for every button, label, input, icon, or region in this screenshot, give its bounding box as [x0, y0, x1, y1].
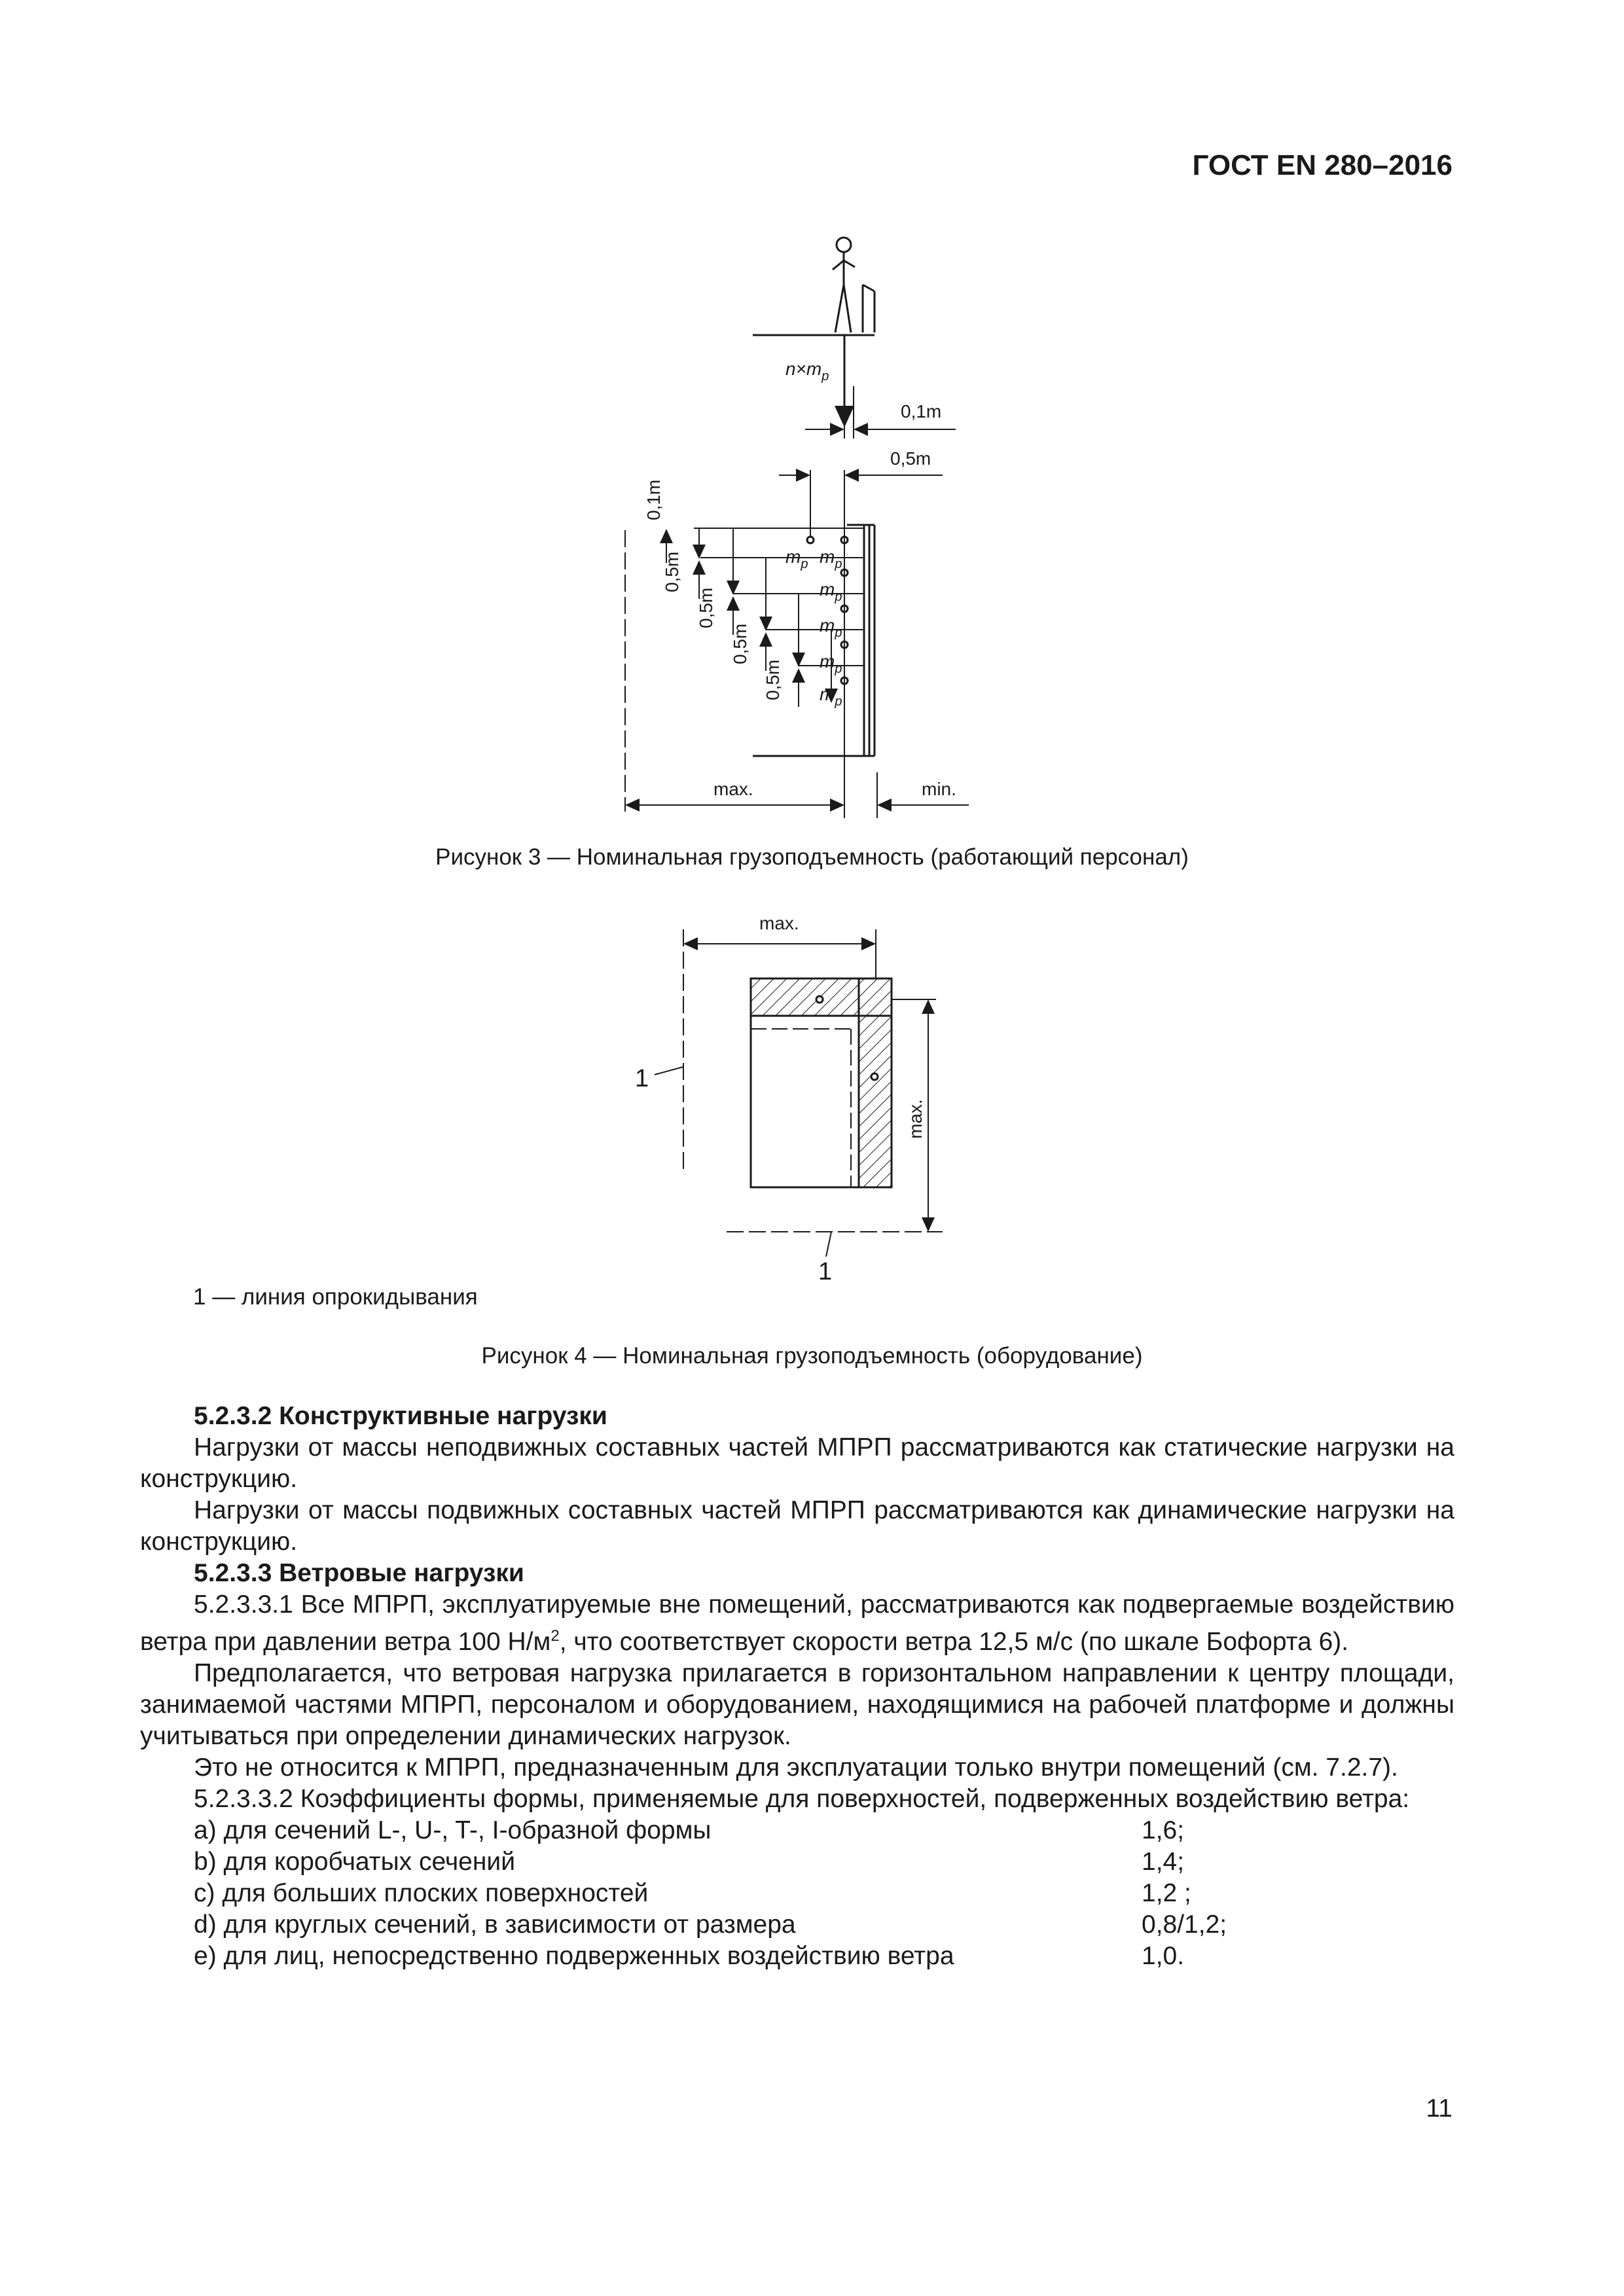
section-5232-paragraph: Нагрузки от массы неподвижных составных частей МПРП рассматриваются как статические нагрузки на конструкцию. [140, 1433, 1454, 1493]
fig3-mp-label: $m_p$ [820, 615, 842, 640]
fig4-max-side-label: max. [905, 1099, 926, 1139]
list-item: e) для лиц, непосредственно подверженных воздействию ветра 1,0. [194, 1942, 1185, 1970]
fig4-marker-left: 1 [635, 1065, 649, 1092]
fig3-dim-05m-vertical: 0,5m [662, 551, 682, 592]
fig3-dim-05m: 0,5m [890, 448, 931, 469]
figure-3-diagram [589, 223, 1034, 838]
fig4-max-top-label: max. [759, 913, 799, 933]
list-item: d) для круглых сечений, в зависимости от размера 0,8/1,2; [194, 1910, 1227, 1939]
page-number: 11 [1426, 2094, 1453, 2123]
section-5233-paragraph: Предполагается, что ветровая нагрузка прилагается в горизонтальном направлении к центру площади, занимаемой частями МПРП, персоналом и оборудованием, находящимися на рабочей платформе и должны учитываться при определении динамических нагрузок. [140, 1659, 1454, 1750]
list-item: a) для сечений L-, U-, T-, I-образной формы 1,6; [194, 1816, 1185, 1844]
section-52331-paragraph: 5.2.3.3.1 Все МПРП, эксплуатируемые вне помещений, рассматриваются как подвергаемые воздействию ветра при давлении ветра 100 $Н/м^2$, что соответствует скорости ветра 12,5 м/с (по шкале Бофорта 6). [140, 1590, 1454, 1656]
section-5233-paragraph: Это не относится к МПРП, предназначенным для эксплуатации только внутри помещений (см. 7.2.7). [194, 1753, 1398, 1782]
fig3-mp-label: $m_p$ [820, 579, 842, 604]
fig3-dim-05m-vertical: 0,5m [763, 659, 783, 700]
list-item: b) для коробчатых сечений 1,4; [194, 1848, 1185, 1876]
section-5232-paragraph: Нагрузки от массы подвижных составных частей МПРП рассматриваются как динамические нагрузки на конструкцию. [140, 1496, 1454, 1556]
fig3-min-label: min. [922, 779, 956, 799]
fig3-mp-label: $m_p$ [820, 651, 842, 676]
list-item: c) для больших плоских поверхностей 1,2 ; [194, 1879, 1191, 1907]
figure-4-caption: Рисунок 4 — Номинальная грузоподъемность (оборудование) [481, 1343, 1143, 1369]
fig3-dim-01m-vertical: 0,1m [643, 479, 664, 520]
fig3-dim-01m: 0,1m [901, 401, 942, 422]
document-header: ГОСТ EN 280–2016 [1192, 149, 1453, 181]
fig3-mp-label: $m_p$ [785, 547, 808, 571]
figure-4-diagram [628, 903, 969, 1283]
section-5233-heading: 5.2.3.3 Ветровые нагрузки [194, 1559, 524, 1587]
fig4-marker-bottom: 1 [818, 1258, 833, 1283]
fig3-n-times-mp-label: $n\times m_p$ [785, 359, 829, 384]
fig3-dim-05m-vertical: 0,5m [730, 623, 750, 664]
fig3-dim-05m-vertical: 0,5m [696, 587, 716, 628]
shape-coefficient-list [140, 1815, 1454, 1972]
body-text [140, 1401, 1454, 1972]
fig3-max-label: max. [713, 779, 753, 799]
section-52332-paragraph: 5.2.3.3.2 Коэффициенты формы, применяемые для поверхностей, подверженных воздействию ветра: [194, 1785, 1410, 1813]
fig3-mp-label: $m_p$ [820, 684, 842, 709]
figure-3-caption: Рисунок 3 — Номинальная грузоподъемность (работающий персонал) [435, 844, 1189, 870]
figure-4-legend: 1 — линия опрокидывания [193, 1284, 478, 1310]
section-5232-heading: 5.2.3.2 Конструктивные нагрузки [194, 1402, 607, 1430]
fig3-mp-label: $m_p$ [820, 547, 842, 571]
person-head-icon [837, 238, 851, 252]
